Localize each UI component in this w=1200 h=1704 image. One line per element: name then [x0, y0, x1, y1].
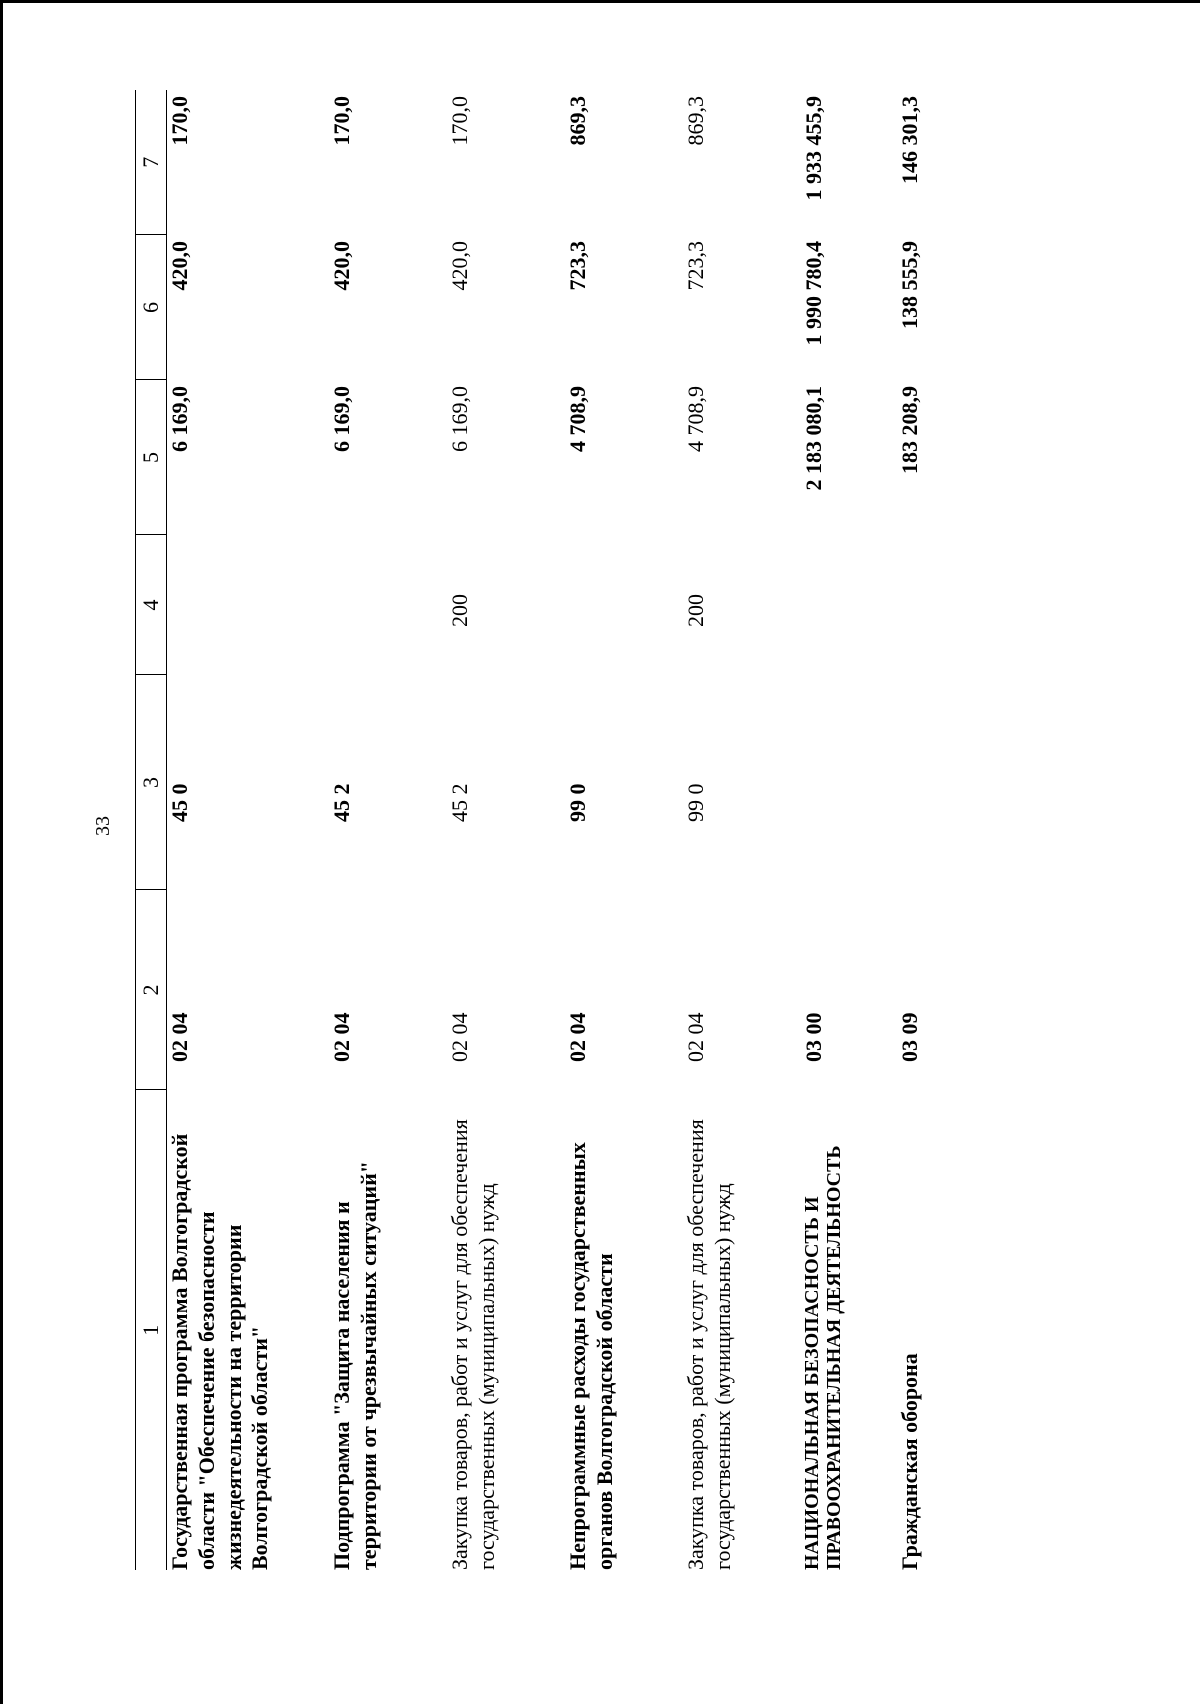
row-expense-type	[167, 535, 330, 675]
row-section: 02 04	[683, 1012, 708, 1062]
row-target: 99 0	[683, 783, 708, 822]
row-value-6: 723,3	[565, 241, 590, 291]
row-expense-type	[565, 535, 683, 675]
row-value-5: 6 169,0	[447, 386, 472, 452]
row-expense-type	[801, 535, 897, 675]
row-name: Государственная программа Волгоградской области "Обеспечение безопасности жизнедеятельности на территории Волгоградской области"	[167, 1133, 273, 1570]
row-section: 02 04	[167, 1012, 192, 1062]
header-col-2: 2	[136, 890, 167, 1090]
row-value-7: 170,0	[167, 96, 192, 146]
scan-edge-left	[0, 0, 3, 1704]
row-value-5: 4 708,9	[565, 386, 590, 452]
header-col-3: 3	[136, 675, 167, 890]
row-name: Закупка товаров, работ и услуг для обеспечения государственных (муниципальных) нужд	[683, 1119, 735, 1570]
row-value-6: 1 990 780,4	[801, 241, 826, 346]
table-row	[329, 90, 447, 1570]
table-row	[897, 90, 937, 1570]
row-target	[897, 675, 937, 890]
row-expense-type: 200	[683, 594, 708, 627]
table-row	[447, 90, 565, 1570]
row-expense-type	[329, 535, 447, 675]
row-target	[801, 675, 897, 890]
row-value-5: 6 169,0	[329, 386, 354, 452]
table-body	[167, 90, 938, 1570]
row-target: 45 2	[447, 783, 472, 822]
row-name: Непрограммные расходы государственных органов Волгоградской области	[565, 1142, 617, 1570]
row-target: 45 2	[329, 783, 354, 822]
row-value-7: 869,3	[565, 96, 590, 146]
row-value-5: 6 169,0	[167, 386, 192, 452]
row-value-6: 420,0	[167, 241, 192, 291]
row-section: 02 04	[329, 1012, 354, 1062]
row-value-5: 4 708,9	[683, 386, 708, 452]
header-col-7: 7	[136, 90, 167, 235]
header-col-4: 4	[136, 535, 167, 675]
table-row	[167, 90, 330, 1570]
row-section: 03 00	[801, 1012, 826, 1062]
row-value-7: 146 301,3	[897, 96, 922, 184]
row-value-5: 2 183 080,1	[801, 386, 826, 491]
budget-table	[135, 90, 937, 1570]
scan-edge-top	[0, 0, 1200, 3]
row-name: НАЦИОНАЛЬНАЯ БЕЗОПАСНОСТЬ И ПРАВООХРАНИТЕЛЬНАЯ ДЕЯТЕЛЬНОСТЬ	[801, 1145, 845, 1570]
row-section: 03 09	[897, 1012, 922, 1062]
row-section: 02 04	[565, 1012, 590, 1062]
table-row	[683, 90, 801, 1570]
row-value-6: 420,0	[329, 241, 354, 291]
page-number: 33	[92, 816, 114, 836]
row-value-7: 170,0	[447, 96, 472, 146]
row-value-6: 420,0	[447, 241, 472, 291]
header-row	[136, 90, 167, 1570]
table-row	[801, 90, 897, 1570]
table-header	[136, 90, 167, 1570]
row-value-7: 1 933 455,9	[801, 96, 826, 201]
row-section: 02 04	[447, 1012, 472, 1062]
row-target: 45 0	[167, 783, 192, 822]
row-target: 99 0	[565, 783, 590, 822]
row-value-6: 138 555,9	[897, 241, 922, 329]
row-value-6: 723,3	[683, 241, 708, 291]
rotated-page-content	[135, 90, 1075, 1570]
header-col-6: 6	[136, 235, 167, 380]
row-expense-type: 200	[447, 594, 472, 627]
table-row	[565, 90, 683, 1570]
row-value-5: 183 208,9	[897, 386, 922, 474]
row-name: Гражданская оборона	[897, 1353, 922, 1570]
row-name: Закупка товаров, работ и услуг для обеспечения государственных (муниципальных) нужд	[447, 1119, 499, 1570]
row-name: Подпрограмма "Защита населения и территории от чрезвычайных ситуаций"	[329, 1161, 381, 1570]
row-expense-type	[897, 535, 937, 675]
row-value-7: 170,0	[329, 96, 354, 146]
header-col-1: 1	[136, 1090, 167, 1570]
header-col-5: 5	[136, 380, 167, 535]
row-value-7: 869,3	[683, 96, 708, 146]
